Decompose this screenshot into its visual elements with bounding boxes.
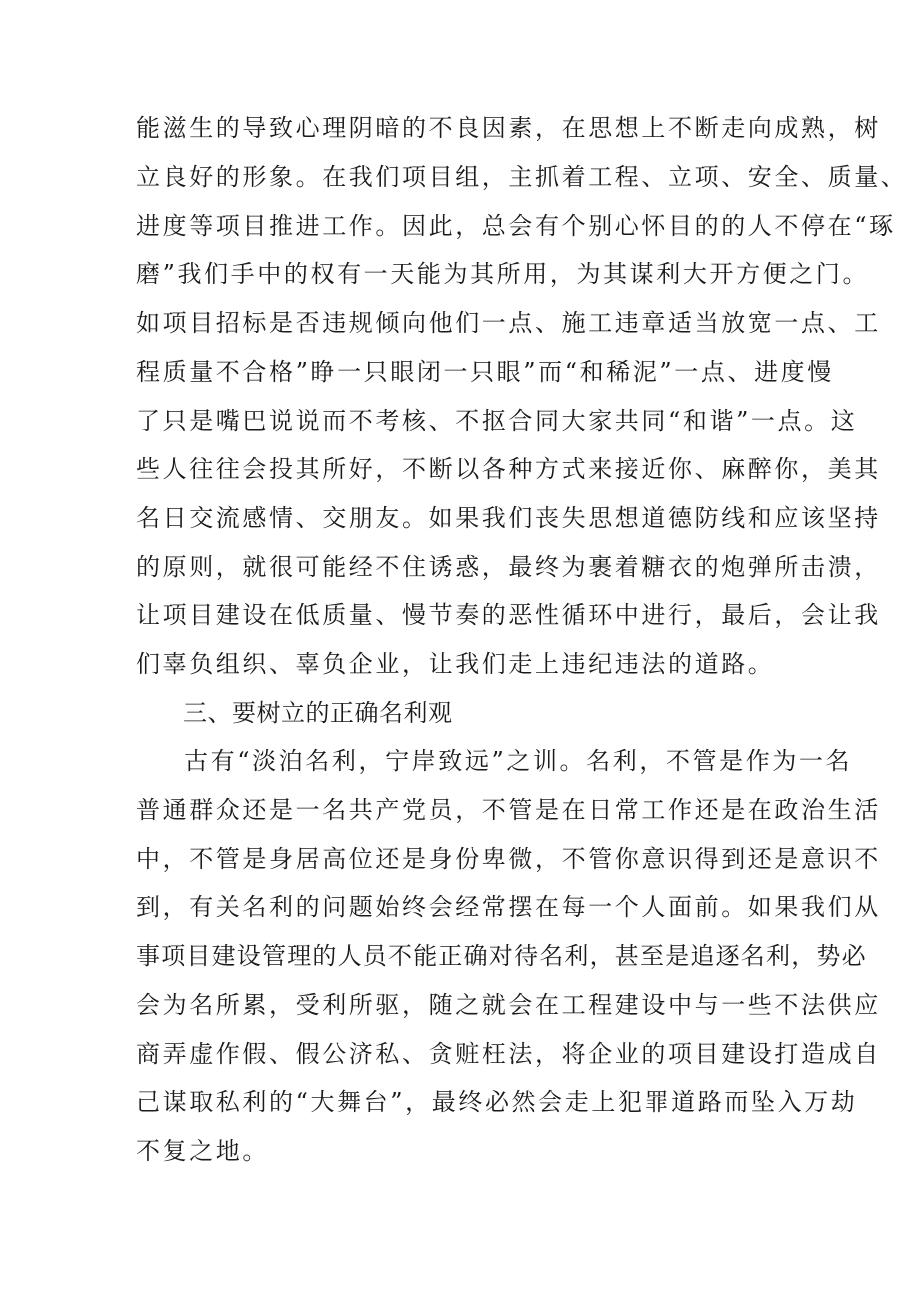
body-text-line: 到，有关名利的问题始终会经常摆在每一个人面前。如果我们从: [136, 893, 881, 921]
body-text-line: 让项目建设在低质量、慢节奏的恶性循环中进行，最后，会让我: [136, 601, 881, 629]
body-text-line: 不复之地。: [136, 1137, 269, 1165]
body-text-line: 事项目建设管理的人员不能正确对待名利，甚至是追逐名利，势必: [136, 942, 867, 970]
body-text-line: 些人往往会投其所好，不断以各种方式来接近你、麻醉你，美其: [136, 455, 881, 483]
body-text-line: 己谋取私利的“大舞台”，最终必然会走上犯罪道路而坠入万劫: [136, 1088, 858, 1116]
body-text-line: 程质量不合格”睁一只眼闭一只眼”而“和稀泥”一点、进度慢: [136, 358, 834, 386]
body-text-line: 的原则，就很可能经不住诱惑，最终为裹着糖衣的炮弹所击溃，: [136, 553, 881, 581]
body-text-line: 古有“淡泊名利，宁岸致远”之训。名利，不管是作为一名: [184, 747, 853, 775]
body-text-line: 名日交流感情、交朋友。如果我们丧失思想道德防线和应该坚持: [136, 504, 881, 532]
body-text-line: 普通群众还是一名共产党员，不管是在日常工作还是在政治生活: [136, 796, 881, 824]
body-text-line: 们辜负组织、辜负企业，让我们走上违纪违法的道路。: [136, 650, 775, 678]
body-text-line: 中，不管是身居高位还是身份卑微，不管你意识得到还是意识不: [136, 845, 881, 873]
body-text-line: 商弄虚作假、假公济私、贪赃枉法，将企业的项目建设打造成自: [136, 1040, 881, 1068]
body-text-line: 立良好的形象。在我们项目组，主抓着工程、立项、安全、质量、: [136, 163, 908, 191]
body-text-line: 会为名所累，受利所驱，随之就会在工程建设中与一些不法供应: [136, 991, 881, 1019]
body-text-line: 磨”我们手中的权有一天能为其所用，为其谋利大开方便之门。: [136, 260, 870, 288]
body-text-line: 进度等项目推进工作。因此，总会有个别心怀目的的人不停在“琢: [136, 212, 896, 240]
section-heading: 三、要树立的正确名利观: [183, 699, 453, 727]
body-text-line: 能滋生的导致心理阴暗的不良因素，在思想上不断走向成熟，树: [136, 114, 881, 142]
body-text-line: 了只是嘴巴说说而不考核、不抠合同大家共同“和谐”一点。这: [136, 407, 858, 435]
body-text-line: 如项目招标是否违规倾向他们一点、施工违章适当放宽一点、工: [136, 309, 881, 337]
